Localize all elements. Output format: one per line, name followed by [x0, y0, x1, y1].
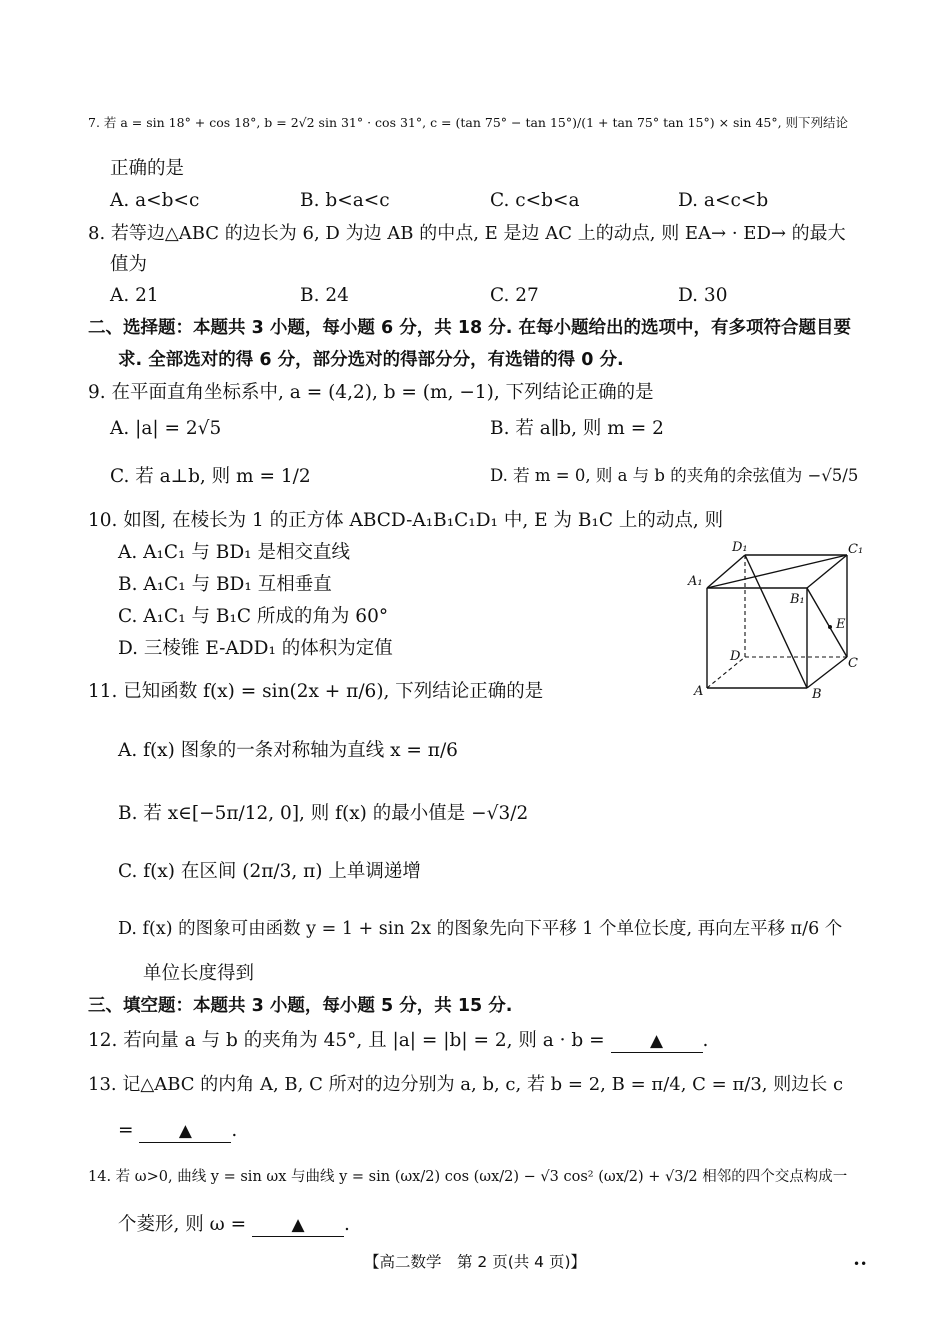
q11-option-b: B. 若 x∈[−5π/12, 0], 则 f(x) 的最小值是 −√3/2 [118, 803, 529, 824]
corner-mark: •• [853, 1257, 868, 1271]
q13-end: . [231, 1120, 238, 1141]
q10-option-c: C. A₁C₁ 与 B₁C 所成的角为 60° [118, 606, 389, 627]
q8-option-d: D. 30 [678, 285, 728, 306]
q7-option-b: B. b<a<c [300, 190, 390, 211]
label-E: E [836, 617, 846, 632]
q8-stem: 8. 若等边△ABC 的边长为 6, D 为边 AB 的中点, E 是边 AC 上的动点, 则 EA→ · ED→ 的最大 [88, 223, 846, 244]
q8-stem-cont: 值为 [110, 254, 148, 275]
q8-option-a: A. 21 [110, 285, 159, 306]
section2-heading-cont: 求. 全部选对的得 6 分，部分选对的得部分分，有选错的得 0 分. [118, 350, 624, 370]
q14-end: . [344, 1214, 350, 1235]
label-A1: A₁ [688, 574, 703, 589]
blank-marker: ▲ [650, 1031, 664, 1051]
q7-option-a: A. a<b<c [110, 190, 200, 211]
q7-option-c: C. c<b<a [490, 190, 580, 211]
q9-option-b: B. 若 a∥b, 则 m = 2 [490, 418, 664, 439]
label-B1: B₁ [790, 592, 805, 607]
q11-option-d: D. f(x) 的图象可由函数 y = 1 + sin 2x 的图象先向下平移 1 个单位长度, 再向左平移 π/6 个 [118, 919, 843, 939]
q13-line2 [118, 1120, 237, 1143]
label-C1: C₁ [848, 542, 864, 557]
q14-stem: 14. 若 ω>0, 曲线 y = sin ωx 与曲线 y = sin (ωx/2) cos (ωx/2) − √3 cos² (ωx/2) + √3/2 相邻的四个交点构成一 [88, 1169, 848, 1185]
q9-stem: 9. 在平面直角坐标系中, a = (4,2), b = (m, −1), 下列结论正确的是 [88, 382, 654, 403]
q8-option-b: B. 24 [300, 285, 349, 306]
q9-option-c: C. 若 a⊥b, 则 m = 1/2 [110, 466, 311, 487]
q13-answer-blank[interactable] [139, 1120, 231, 1143]
label-D: D [730, 649, 741, 664]
label-A: A [694, 684, 704, 699]
q11-option-a: A. f(x) 图象的一条对称轴为直线 x = π/6 [118, 740, 458, 761]
section2-heading: 二、选择题：本题共 3 小题，每小题 6 分，共 18 分. 在每小题给出的选项中，有多项符合题目要 [88, 318, 851, 338]
q10-stem: 10. 如图, 在棱长为 1 的正方体 ABCD-A₁B₁C₁D₁ 中, E 为 B₁C 上的动点, 则 [88, 510, 724, 531]
q11-stem: 11. 已知函数 f(x) = sin(2x + π/6), 下列结论正确的是 [88, 681, 544, 702]
q10-option-a: A. A₁C₁ 与 BD₁ 是相交直线 [118, 542, 350, 563]
q10-option-b: B. A₁C₁ 与 BD₁ 互相垂直 [118, 574, 332, 595]
q11-option-d-cont: 单位长度得到 [143, 963, 255, 984]
section3-heading: 三、填空题：本题共 3 小题，每小题 5 分，共 15 分. [88, 996, 513, 1016]
q13-stem: 13. 记△ABC 的内角 A, B, C 所对的边分别为 a, b, c, 若 b = 2, B = π/4, C = π/3, 则边长 c [88, 1074, 844, 1095]
q12-line [88, 1030, 708, 1053]
blank-marker: ▲ [291, 1215, 305, 1235]
label-C: C [848, 656, 858, 671]
q10-option-d: D. 三棱锥 E-ADD₁ 的体积为定值 [118, 638, 393, 659]
label-B: B [812, 687, 822, 702]
cube-figure [680, 535, 870, 705]
blank-marker: ▲ [178, 1121, 192, 1141]
q7-option-d: D. a<c<b [678, 190, 769, 211]
q12-end: . [702, 1030, 709, 1051]
q12-answer-blank[interactable] [611, 1030, 703, 1053]
q13-cont: = [118, 1120, 134, 1141]
q14-answer-blank[interactable] [252, 1214, 344, 1237]
q9-option-a: A. |a| = 2√5 [110, 418, 222, 439]
q14-line2 [118, 1214, 350, 1237]
q7-stem: 7. 若 a = sin 18° + cos 18°, b = 2√2 sin 31° · cos 31°, c = (tan 75° − tan 15°)/(1 + tan 75° tan 15°) × sin 45°, 则下列结论 [88, 115, 849, 130]
q8-option-c: C. 27 [490, 285, 539, 306]
q12-stem: 12. 若向量 a 与 b 的夹角为 45°, 且 |a| = |b| = 2, 则 a · b = [88, 1030, 605, 1051]
q14-cont: 个菱形, 则 ω = [118, 1214, 247, 1235]
page-footer: 【高二数学 第 2 页(共 4 页)】 [363, 1253, 587, 1271]
label-D1: D₁ [732, 540, 748, 555]
q7-stem-cont: 正确的是 [110, 158, 185, 179]
q9-option-d: D. 若 m = 0, 则 a 与 b 的夹角的余弦值为 −√5/5 [490, 466, 859, 485]
q11-option-c: C. f(x) 在区间 (2π/3, π) 上单调递增 [118, 861, 421, 882]
